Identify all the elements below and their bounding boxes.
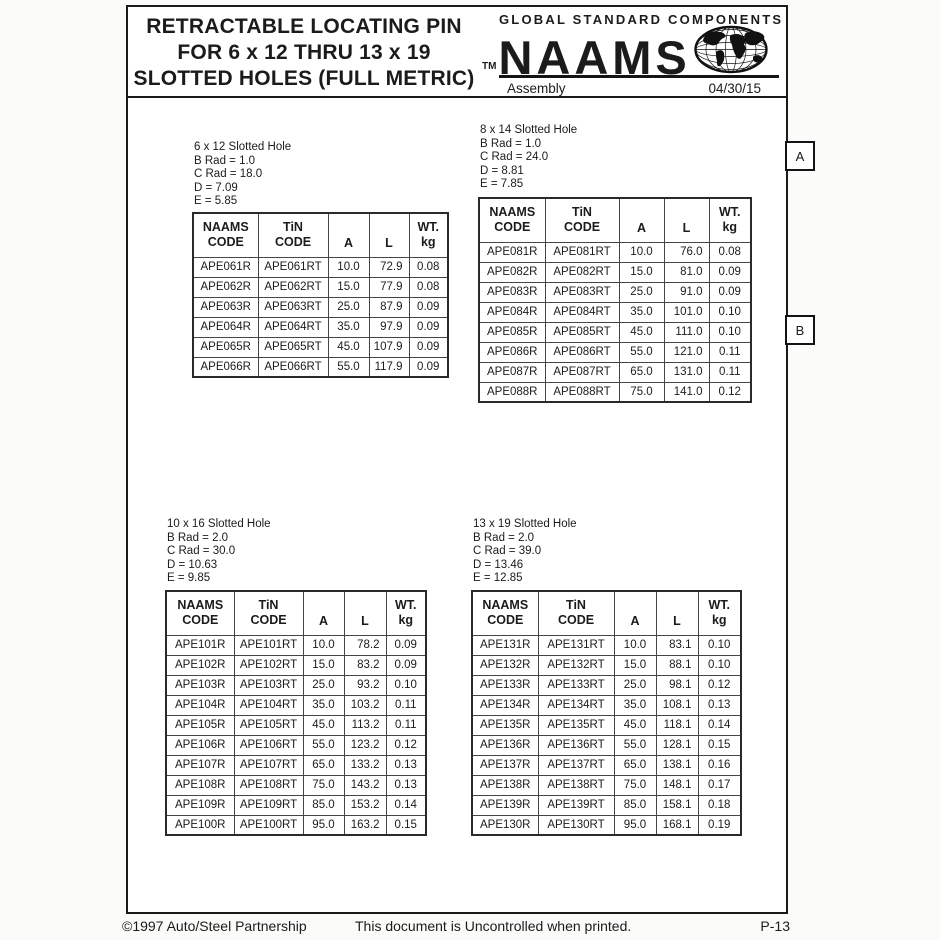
title-line-3: SLOTTED HOLES (FULL METRIC) bbox=[133, 67, 475, 90]
table-cell: 0.15 bbox=[386, 815, 426, 835]
table-cell: APE102RT bbox=[234, 655, 303, 675]
uncontrolled-notice: This document is Uncontrolled when printed. bbox=[355, 918, 632, 934]
brand-divider bbox=[499, 75, 779, 78]
table-row bbox=[479, 322, 751, 342]
spec-line: 6 x 12 Slotted Hole bbox=[194, 141, 292, 153]
table-cell: 113.2 bbox=[344, 715, 386, 735]
table-cell: APE066RT bbox=[258, 357, 328, 377]
table-row bbox=[472, 775, 741, 795]
table-cell: 0.19 bbox=[698, 815, 741, 835]
table-cell: 131.0 bbox=[664, 362, 709, 382]
table-cell: APE133RT bbox=[538, 675, 614, 695]
table-cell: APE134RT bbox=[538, 695, 614, 715]
table-row bbox=[166, 815, 426, 835]
table-cell: 0.08 bbox=[409, 257, 448, 277]
table-cell: APE088RT bbox=[545, 382, 619, 402]
table-cell: 0.11 bbox=[386, 715, 426, 735]
spec-line: C Rad = 24.0 bbox=[480, 151, 549, 163]
table-header-row bbox=[472, 591, 741, 635]
table-cell: APE134R bbox=[472, 695, 538, 715]
zone-marker-b: B bbox=[785, 315, 815, 345]
table-cell: 10.0 bbox=[614, 635, 656, 655]
table-cell: 45.0 bbox=[303, 715, 344, 735]
col-header-naams-code: NAAMS CODE bbox=[166, 591, 234, 635]
table-cell: APE062RT bbox=[258, 277, 328, 297]
spec-line: E = 12.85 bbox=[473, 572, 523, 584]
table-cell: APE065RT bbox=[258, 337, 328, 357]
table-row bbox=[472, 795, 741, 815]
table-row bbox=[472, 815, 741, 835]
table-cell: 10.0 bbox=[328, 257, 369, 277]
table-cell: 72.9 bbox=[369, 257, 409, 277]
table-cell: APE064R bbox=[193, 317, 258, 337]
table-cell: 95.0 bbox=[303, 815, 344, 835]
col-header-l: L bbox=[344, 591, 386, 635]
table-cell: 85.0 bbox=[614, 795, 656, 815]
table-cell: APE130RT bbox=[538, 815, 614, 835]
spec-line: B Rad = 1.0 bbox=[194, 154, 256, 167]
col-header-l: L bbox=[369, 213, 409, 257]
table-cell: APE064RT bbox=[258, 317, 328, 337]
naams-logo bbox=[482, 25, 769, 84]
assembly-label: Assembly bbox=[507, 81, 566, 96]
table-row bbox=[166, 795, 426, 815]
table-cell: 0.10 bbox=[709, 322, 751, 342]
table-row bbox=[166, 775, 426, 795]
spec-notes bbox=[480, 124, 577, 192]
table-cell: APE082R bbox=[479, 262, 545, 282]
table-cell: 95.0 bbox=[614, 815, 656, 835]
table-cell: APE138R bbox=[472, 775, 538, 795]
table-cell: 0.14 bbox=[698, 715, 741, 735]
table-cell: 148.1 bbox=[656, 775, 698, 795]
col-header-wt: WT. kg bbox=[709, 198, 751, 242]
table-cell: APE087RT bbox=[545, 362, 619, 382]
table-cell: APE083R bbox=[479, 282, 545, 302]
table-row bbox=[193, 257, 448, 277]
table-cell: APE063R bbox=[193, 297, 258, 317]
table-cell: 0.10 bbox=[386, 675, 426, 695]
parts-table-6x12 bbox=[192, 212, 449, 378]
table-cell: 88.1 bbox=[656, 655, 698, 675]
table-cell: APE104RT bbox=[234, 695, 303, 715]
table-cell: 65.0 bbox=[303, 755, 344, 775]
table-cell: APE100RT bbox=[234, 815, 303, 835]
table-cell: 15.0 bbox=[614, 655, 656, 675]
table-cell: 0.09 bbox=[386, 655, 426, 675]
table-cell: APE085RT bbox=[545, 322, 619, 342]
table-cell: 118.1 bbox=[656, 715, 698, 735]
spec-line: D = 10.63 bbox=[167, 558, 218, 571]
table-cell: 75.0 bbox=[303, 775, 344, 795]
spec-line: B Rad = 2.0 bbox=[167, 531, 229, 544]
table-cell: APE084R bbox=[479, 302, 545, 322]
table-cell: 65.0 bbox=[614, 755, 656, 775]
table-row bbox=[472, 735, 741, 755]
table-cell: 141.0 bbox=[664, 382, 709, 402]
table-cell: APE131RT bbox=[538, 635, 614, 655]
table-cell: 10.0 bbox=[619, 242, 664, 262]
table-cell: APE107RT bbox=[234, 755, 303, 775]
table-cell: 93.2 bbox=[344, 675, 386, 695]
col-header-tin-code: TiN CODE bbox=[538, 591, 614, 635]
table-cell: APE104R bbox=[166, 695, 234, 715]
table-cell: APE139R bbox=[472, 795, 538, 815]
table-cell: 77.9 bbox=[369, 277, 409, 297]
parts-table-8x14 bbox=[478, 197, 752, 403]
table-cell: APE061RT bbox=[258, 257, 328, 277]
table-row bbox=[472, 655, 741, 675]
page-title bbox=[128, 7, 480, 96]
spec-notes bbox=[194, 141, 291, 209]
table-cell: 168.1 bbox=[656, 815, 698, 835]
table-cell: 65.0 bbox=[619, 362, 664, 382]
table-cell: 55.0 bbox=[614, 735, 656, 755]
table-row bbox=[166, 755, 426, 775]
table-row bbox=[479, 242, 751, 262]
table-row bbox=[166, 655, 426, 675]
table-cell: APE086RT bbox=[545, 342, 619, 362]
table-cell: APE081RT bbox=[545, 242, 619, 262]
table-row bbox=[472, 635, 741, 655]
table-cell: 0.11 bbox=[709, 362, 751, 382]
table-cell: 121.0 bbox=[664, 342, 709, 362]
table-cell: APE137RT bbox=[538, 755, 614, 775]
table-cell: 98.1 bbox=[656, 675, 698, 695]
col-header-a: A bbox=[303, 591, 344, 635]
table-cell: 45.0 bbox=[619, 322, 664, 342]
table-row bbox=[193, 357, 448, 377]
table-cell: 55.0 bbox=[303, 735, 344, 755]
spec-line: B Rad = 1.0 bbox=[480, 137, 542, 150]
table-cell: 0.09 bbox=[386, 635, 426, 655]
spec-line: E = 9.85 bbox=[167, 572, 211, 584]
table-cell: 0.13 bbox=[386, 775, 426, 795]
table-cell: 0.09 bbox=[709, 262, 751, 282]
parts-table-10x16 bbox=[165, 590, 427, 836]
table-cell: 0.09 bbox=[709, 282, 751, 302]
col-header-a: A bbox=[619, 198, 664, 242]
table-cell: 0.14 bbox=[386, 795, 426, 815]
title-line-1: RETRACTABLE LOCATING PIN bbox=[146, 15, 462, 38]
table-cell: APE101RT bbox=[234, 635, 303, 655]
table-cell: 101.0 bbox=[664, 302, 709, 322]
col-header-naams-code: NAAMS CODE bbox=[472, 591, 538, 635]
table-cell: APE103RT bbox=[234, 675, 303, 695]
table-row bbox=[479, 302, 751, 322]
table-cell: 0.13 bbox=[698, 695, 741, 715]
table-cell: APE136RT bbox=[538, 735, 614, 755]
col-header-naams-code: NAAMS CODE bbox=[479, 198, 545, 242]
col-header-wt: WT. kg bbox=[386, 591, 426, 635]
table-cell: APE062R bbox=[193, 277, 258, 297]
table-cell: 0.13 bbox=[386, 755, 426, 775]
table-cell: 128.1 bbox=[656, 735, 698, 755]
table-row bbox=[472, 755, 741, 775]
table-cell: 25.0 bbox=[614, 675, 656, 695]
table-cell: 133.2 bbox=[344, 755, 386, 775]
table-cell: 15.0 bbox=[619, 262, 664, 282]
col-header-wt: WT. kg bbox=[698, 591, 741, 635]
table-header-row bbox=[166, 591, 426, 635]
table-cell: 0.17 bbox=[698, 775, 741, 795]
table-cell: APE132RT bbox=[538, 655, 614, 675]
table-cell: APE063RT bbox=[258, 297, 328, 317]
table-cell: 0.09 bbox=[409, 297, 448, 317]
table-row bbox=[166, 695, 426, 715]
table-cell: 45.0 bbox=[328, 337, 369, 357]
table-cell: 0.15 bbox=[698, 735, 741, 755]
spec-line: 10 x 16 Slotted Hole bbox=[167, 518, 271, 530]
table-cell: APE138RT bbox=[538, 775, 614, 795]
table-cell: 0.18 bbox=[698, 795, 741, 815]
table-cell: APE130R bbox=[472, 815, 538, 835]
table-cell: 0.08 bbox=[409, 277, 448, 297]
table-cell: APE109R bbox=[166, 795, 234, 815]
table-cell: APE139RT bbox=[538, 795, 614, 815]
table-cell: APE108RT bbox=[234, 775, 303, 795]
title-line-2: FOR 6 x 12 THRU 13 x 19 bbox=[177, 41, 431, 64]
table-row bbox=[193, 277, 448, 297]
table-cell: 35.0 bbox=[619, 302, 664, 322]
col-header-tin-code: TiN CODE bbox=[258, 213, 328, 257]
table-cell: 0.09 bbox=[409, 337, 448, 357]
table-cell: 0.10 bbox=[698, 655, 741, 675]
table-cell: APE136R bbox=[472, 735, 538, 755]
table-header-row bbox=[479, 198, 751, 242]
table-cell: 83.2 bbox=[344, 655, 386, 675]
table-cell: APE083RT bbox=[545, 282, 619, 302]
footer bbox=[122, 918, 790, 934]
document-sheet bbox=[126, 5, 788, 914]
col-header-tin-code: TiN CODE bbox=[545, 198, 619, 242]
table-row bbox=[166, 735, 426, 755]
col-header-l: L bbox=[664, 198, 709, 242]
table-cell: 163.2 bbox=[344, 815, 386, 835]
table-cell: 78.2 bbox=[344, 635, 386, 655]
table-cell: 25.0 bbox=[303, 675, 344, 695]
table-cell: APE065R bbox=[193, 337, 258, 357]
table-cell: APE103R bbox=[166, 675, 234, 695]
col-header-l: L bbox=[656, 591, 698, 635]
table-row bbox=[472, 695, 741, 715]
trademark-symbol: TM bbox=[482, 61, 497, 72]
brand-subrow bbox=[507, 81, 761, 96]
parts-table-13x19 bbox=[471, 590, 742, 836]
spec-line: E = 5.85 bbox=[194, 195, 238, 207]
spec-notes bbox=[167, 518, 271, 586]
header bbox=[128, 7, 786, 98]
spec-line: C Rad = 18.0 bbox=[194, 168, 263, 180]
table-cell: APE102R bbox=[166, 655, 234, 675]
table-cell: 0.11 bbox=[386, 695, 426, 715]
copyright-text: ©1997 Auto/Steel Partnership bbox=[122, 918, 307, 934]
col-header-tin-code: TiN CODE bbox=[234, 591, 303, 635]
table-cell: APE135R bbox=[472, 715, 538, 735]
table-cell: 0.11 bbox=[709, 342, 751, 362]
table-cell: 0.16 bbox=[698, 755, 741, 775]
table-cell: APE137R bbox=[472, 755, 538, 775]
globe-icon bbox=[693, 25, 769, 79]
table-cell: APE106RT bbox=[234, 735, 303, 755]
table-cell: 103.2 bbox=[344, 695, 386, 715]
table-cell: 75.0 bbox=[619, 382, 664, 402]
table-cell: 0.10 bbox=[709, 302, 751, 322]
table-cell: APE061R bbox=[193, 257, 258, 277]
table-cell: 138.1 bbox=[656, 755, 698, 775]
table-cell: APE108R bbox=[166, 775, 234, 795]
table-row bbox=[193, 337, 448, 357]
table-cell: APE100R bbox=[166, 815, 234, 835]
table-cell: APE088R bbox=[479, 382, 545, 402]
table-row bbox=[479, 262, 751, 282]
table-cell: 158.1 bbox=[656, 795, 698, 815]
table-cell: 0.12 bbox=[709, 382, 751, 402]
table-cell: APE082RT bbox=[545, 262, 619, 282]
table-cell: 0.09 bbox=[409, 357, 448, 377]
table-cell: 55.0 bbox=[328, 357, 369, 377]
table-cell: 111.0 bbox=[664, 322, 709, 342]
table-cell: APE085R bbox=[479, 322, 545, 342]
table-cell: 153.2 bbox=[344, 795, 386, 815]
spec-line: E = 7.85 bbox=[480, 178, 524, 190]
table-cell: 117.9 bbox=[369, 357, 409, 377]
table-cell: APE105RT bbox=[234, 715, 303, 735]
table-row bbox=[193, 297, 448, 317]
table-cell: 83.1 bbox=[656, 635, 698, 655]
table-row bbox=[479, 342, 751, 362]
table-cell: APE132R bbox=[472, 655, 538, 675]
table-cell: 87.9 bbox=[369, 297, 409, 317]
col-header-a: A bbox=[614, 591, 656, 635]
col-header-naams-code: NAAMS CODE bbox=[193, 213, 258, 257]
table-cell: 25.0 bbox=[619, 282, 664, 302]
table-cell: APE084RT bbox=[545, 302, 619, 322]
table-cell: 0.12 bbox=[386, 735, 426, 755]
spec-line: B Rad = 2.0 bbox=[473, 531, 535, 544]
table-row bbox=[479, 282, 751, 302]
table-cell: APE087R bbox=[479, 362, 545, 382]
table-cell: 0.10 bbox=[698, 635, 741, 655]
table-cell: APE106R bbox=[166, 735, 234, 755]
brand-tagline: GLOBAL STANDARD COMPONENTS bbox=[499, 12, 784, 27]
table-cell: 143.2 bbox=[344, 775, 386, 795]
spec-line: D = 8.81 bbox=[480, 164, 524, 177]
table-row bbox=[166, 715, 426, 735]
table-cell: 107.9 bbox=[369, 337, 409, 357]
table-row bbox=[479, 382, 751, 402]
table-cell: 35.0 bbox=[303, 695, 344, 715]
brand-block bbox=[480, 7, 786, 96]
table-cell: APE109RT bbox=[234, 795, 303, 815]
table-cell: APE107R bbox=[166, 755, 234, 775]
table-cell: 35.0 bbox=[328, 317, 369, 337]
table-cell: 97.9 bbox=[369, 317, 409, 337]
table-cell: 76.0 bbox=[664, 242, 709, 262]
spec-line: C Rad = 30.0 bbox=[167, 545, 236, 557]
table-cell: 108.1 bbox=[656, 695, 698, 715]
page-number: P-13 bbox=[760, 918, 790, 934]
table-row bbox=[479, 362, 751, 382]
table-cell: 45.0 bbox=[614, 715, 656, 735]
table-cell: 123.2 bbox=[344, 735, 386, 755]
spec-line: 13 x 19 Slotted Hole bbox=[473, 518, 577, 530]
table-cell: 75.0 bbox=[614, 775, 656, 795]
table-cell: APE066R bbox=[193, 357, 258, 377]
naams-wordmark: NAAMS bbox=[498, 31, 691, 84]
table-cell: 25.0 bbox=[328, 297, 369, 317]
table-cell: 0.08 bbox=[709, 242, 751, 262]
table-row bbox=[193, 317, 448, 337]
table-cell: APE086R bbox=[479, 342, 545, 362]
spec-notes bbox=[473, 518, 577, 586]
table-row bbox=[166, 635, 426, 655]
table-cell: APE131R bbox=[472, 635, 538, 655]
table-cell: 0.09 bbox=[409, 317, 448, 337]
table-cell: APE133R bbox=[472, 675, 538, 695]
zone-marker-a: A bbox=[785, 141, 815, 171]
table-row bbox=[472, 715, 741, 735]
table-cell: 15.0 bbox=[328, 277, 369, 297]
spec-line: D = 13.46 bbox=[473, 558, 524, 571]
table-row bbox=[472, 675, 741, 695]
table-cell: 85.0 bbox=[303, 795, 344, 815]
spec-line: C Rad = 39.0 bbox=[473, 545, 542, 557]
table-cell: APE105R bbox=[166, 715, 234, 735]
table-cell: 55.0 bbox=[619, 342, 664, 362]
table-cell: 81.0 bbox=[664, 262, 709, 282]
col-header-wt: WT. kg bbox=[409, 213, 448, 257]
table-header-row bbox=[193, 213, 448, 257]
table-cell: 0.12 bbox=[698, 675, 741, 695]
spec-line: 8 x 14 Slotted Hole bbox=[480, 124, 578, 136]
table-cell: APE101R bbox=[166, 635, 234, 655]
table-cell: 35.0 bbox=[614, 695, 656, 715]
col-header-a: A bbox=[328, 213, 369, 257]
table-cell: 91.0 bbox=[664, 282, 709, 302]
table-row bbox=[166, 675, 426, 695]
table-cell: 15.0 bbox=[303, 655, 344, 675]
table-cell: APE135RT bbox=[538, 715, 614, 735]
table-cell: 10.0 bbox=[303, 635, 344, 655]
table-cell: APE081R bbox=[479, 242, 545, 262]
spec-line: D = 7.09 bbox=[194, 181, 238, 194]
revision-date: 04/30/15 bbox=[708, 81, 761, 96]
